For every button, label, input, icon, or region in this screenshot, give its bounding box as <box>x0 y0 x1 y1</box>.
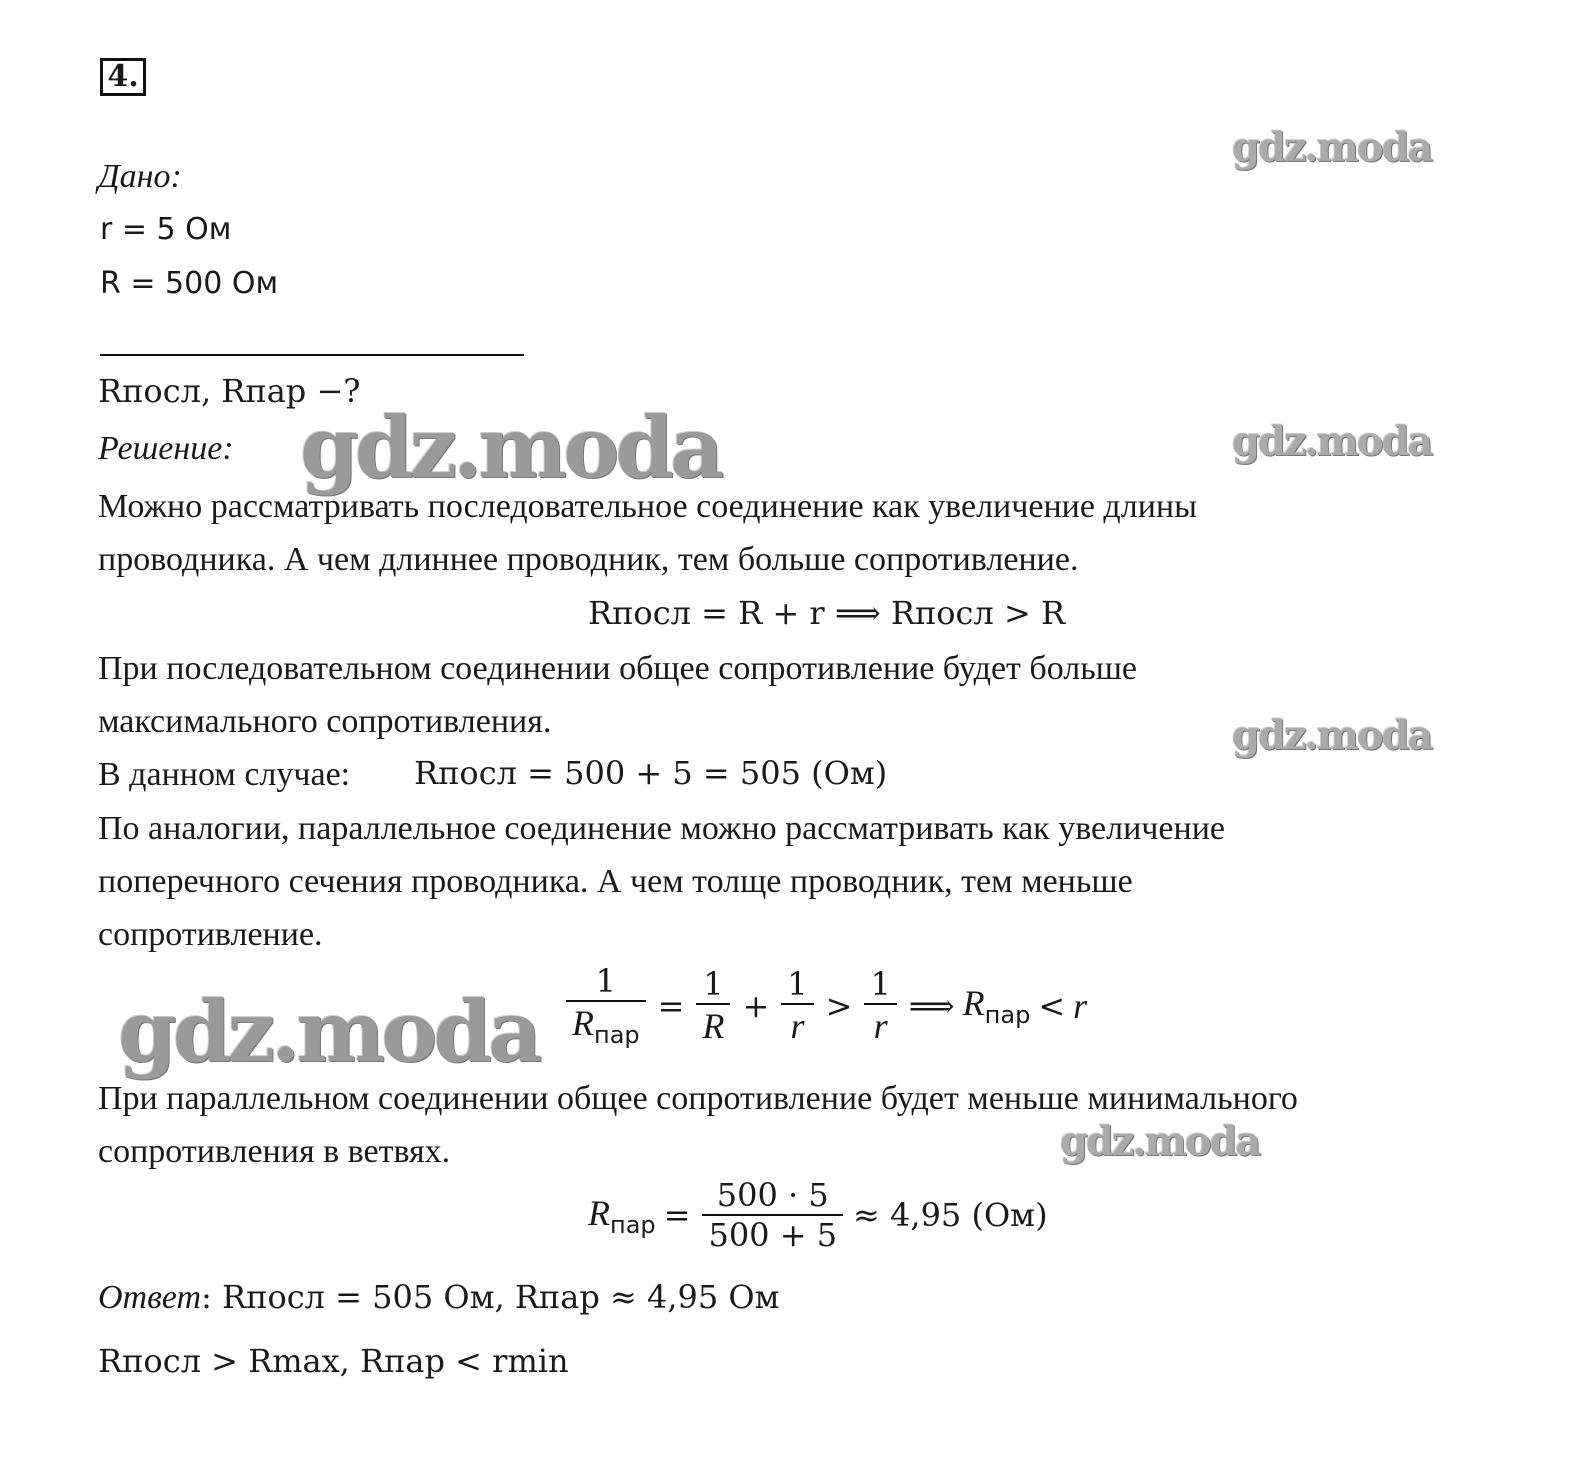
fraction: $\frac{1}{R}$ <box>696 965 730 1047</box>
watermark: gdz.moda <box>1232 418 1432 465</box>
watermark-large: gdz.moda <box>300 398 721 497</box>
fraction: $\frac{1}{r}$ <box>781 965 813 1047</box>
formula-series-value: Rпосл = 500 + 5 = 505 (Ом) <box>414 754 888 792</box>
watermark: gdz.moda <box>1232 712 1432 759</box>
answer-line: Ответ : Rпосл = 505 Ом, Rпар ≈ 4,95 Ом <box>98 1278 780 1316</box>
case-prefix: В данном случае: <box>98 756 351 793</box>
find-line: Rпосл, Rпар −? <box>98 372 361 410</box>
given-label: Дано: <box>98 158 182 195</box>
problem-number: 4. <box>100 58 146 96</box>
answer-inequalities: Rпосл > Rmax, Rпар < rmin <box>98 1342 569 1380</box>
fraction: $\frac{1}{r}$ <box>864 965 896 1047</box>
formula-parallel: $\frac{1}{R_{пар}}$ = $\frac{1}{R}$ + $\frac{1}{r}$ > $\frac{1}{r}$ ⟹ $R_{пар}$ < r <box>562 962 1087 1049</box>
divider <box>100 354 524 356</box>
paragraph-line: При последовательном соединении общее сопротивление будет больше <box>98 650 1138 687</box>
watermark: gdz.moda <box>1232 124 1432 171</box>
paragraph-line: При параллельном соединении общее сопротивление будет меньше минимального <box>98 1080 1298 1117</box>
paragraph-line: Можно рассматривать последовательное соединение как увеличение длины <box>98 488 1197 525</box>
paragraph-line: По аналогии, параллельное соединение можно рассматривать как увеличение <box>98 810 1225 847</box>
paragraph-line: сопротивление. <box>98 916 323 953</box>
fraction: $\frac{500 \cdot 5}{500 + 5}$ <box>702 1176 843 1254</box>
fraction: $\frac{1}{R_{пар}}$ <box>566 962 646 1049</box>
watermark: gdz.moda <box>1060 1118 1260 1165</box>
paragraph-line: поперечного сечения проводника. А чем толще проводник, тем меньше <box>98 863 1133 900</box>
solution-label: Решение: <box>98 430 234 467</box>
given-R: R = 500 Ом <box>100 266 279 301</box>
answer-label: Ответ <box>98 1279 202 1316</box>
paragraph-line: проводника. А чем длиннее проводник, тем больше сопротивление. <box>98 541 1079 578</box>
answer-values: Rпосл = 505 Ом, Rпар ≈ 4,95 Ом <box>222 1278 780 1316</box>
paragraph-line: максимального сопротивления. <box>98 703 552 740</box>
formula-parallel-value: $R_{пар}$ = $\frac{500 \cdot 5}{500 + 5}$ ≈ 4,95 (Ом) <box>588 1176 1048 1254</box>
formula-series: Rпосл = R + r ⟹ Rпосл > R <box>588 594 1066 632</box>
paragraph-line: сопротивления в ветвях. <box>98 1133 451 1170</box>
watermark-large: gdz.moda <box>118 982 539 1081</box>
given-r: r = 5 Ом <box>100 212 232 247</box>
